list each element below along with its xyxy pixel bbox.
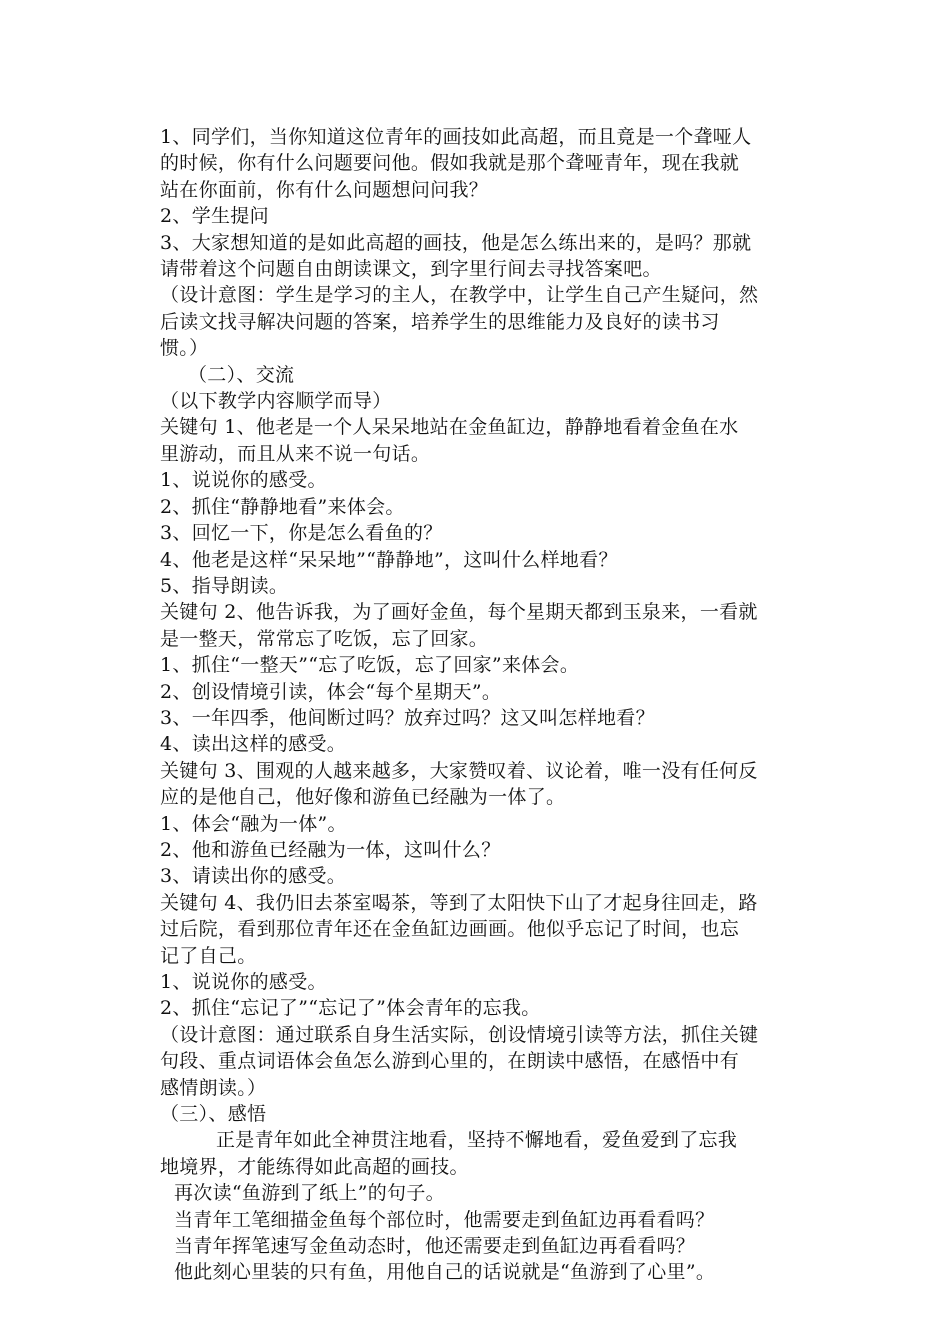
text-line: 站在你面前，你有什么问题想问问我？ <box>160 178 489 201</box>
text-line: （三）、感悟 <box>160 1103 267 1126</box>
text-line: 当青年挥笔速写金鱼动态时，他还需要走到鱼缸边再看看吗？ <box>174 1235 696 1258</box>
text-line: 感情朗读。） <box>160 1076 267 1099</box>
text-line: 关键句 4、我仍旧去茶室喝茶，等到了太阳快下山了才起身往回走，路 <box>160 891 758 914</box>
text-line: 记了自己。 <box>160 944 257 967</box>
text-line: 再次读“鱼游到了纸上”的句子。 <box>174 1182 445 1205</box>
text-line: （设计意图：通过联系自身生活实际，创设情境引读等方法，抓住关键 <box>160 1023 759 1046</box>
text-line: 是一整天，常常忘了吃饭，忘了回家。 <box>160 627 489 650</box>
text-line: 1、说说你的感受。 <box>160 469 327 492</box>
text-line: 2、抓住“忘记了”“忘记了”体会青年的忘我。 <box>160 997 541 1020</box>
text-line: 关键句 3、围观的人越来越多，大家赞叹着、议论着，唯一没有任何反 <box>160 759 758 782</box>
text-line: 请带着这个问题自由朗读课文，到字里行间去寻找答案吧。 <box>160 258 662 281</box>
text-line: 过后院，看到那位青年还在金鱼缸边画画。他似乎忘记了时间，也忘 <box>160 918 740 941</box>
text-line: 1、抓住“一整天”“忘了吃饭，忘了回家”来体会。 <box>160 654 580 677</box>
text-line: 3、回忆一下，你是怎么看鱼的？ <box>160 522 443 545</box>
text-line: 3、请读出你的感受。 <box>160 865 347 888</box>
document-body <box>160 124 832 1286</box>
text-line: （设计意图：学生是学习的主人，在教学中，让学生自己产生疑问，然 <box>160 284 759 307</box>
text-line: 应的是他自己，他好像和游鱼已经融为一体了。 <box>160 786 566 809</box>
text-line: 1、说说你的感受。 <box>160 971 327 993</box>
text-line: 2、创设情境引读，体会“每个星期天”。 <box>160 680 502 703</box>
text-line: 他此刻心里装的只有鱼，用他自己的话说就是“鱼游到了心里”。 <box>174 1261 716 1284</box>
text-line: 5、指导朗读。 <box>160 574 289 597</box>
text-line: 的时候，你有什么问题要问他。假如我就是那个聋哑青年，现在我就 <box>160 152 740 175</box>
text-line: 地境界，才能练得如此高超的画技。 <box>160 1155 469 1178</box>
text-line: 1、体会“融为一体”。 <box>160 812 347 835</box>
text-line: 关键句 1、他老是一个人呆呆地站在金鱼缸边，静静地看着金鱼在水 <box>160 416 739 439</box>
text-line: 后读文找寻解决问题的答案，培养学生的思维能力及良好的读书习 <box>160 310 720 333</box>
text-line: 正是青年如此全神贯注地看，坚持不懈地看，爱鱼爱到了忘我 <box>216 1129 738 1152</box>
text-line: 3、一年四季，他间断过吗？放弃过吗？这又叫怎样地看？ <box>160 706 655 729</box>
text-line: 关键句 2、他告诉我，为了画好金鱼，每个星期天都到玉泉来，一看就 <box>160 601 758 624</box>
text-line: （以下教学内容顺学而导） <box>160 390 392 413</box>
text-line: 1、同学们，当你知道这位青年的画技如此高超，而且竟是一个聋哑人 <box>160 126 752 148</box>
text-line: 句段、重点词语体会鱼怎么游到心里的，在朗读中感悟，在感悟中有 <box>160 1050 740 1073</box>
text-line: 2、学生提问 <box>160 205 269 228</box>
text-line: 4、读出这样的感受。 <box>160 733 347 756</box>
text-line: 2、他和游鱼已经融为一体，这叫什么？ <box>160 838 501 861</box>
text-line: 4、他老是这样“呆呆地”“静静地”，这叫什么样地看？ <box>160 548 618 571</box>
text-line: 2、抓住“静静地看”来体会。 <box>160 495 405 518</box>
text-line: （二）、交流 <box>188 363 295 386</box>
text-line: 里游动，而且从来不说一句话。 <box>160 442 431 465</box>
text-line: 3、大家想知道的是如此高超的画技，他是怎么练出来的，是吗？那就 <box>160 231 752 254</box>
text-line: 惯。） <box>160 337 209 360</box>
text-line: 当青年工笔细描金鱼每个部位时，他需要走到鱼缸边再看看吗？ <box>174 1208 715 1231</box>
